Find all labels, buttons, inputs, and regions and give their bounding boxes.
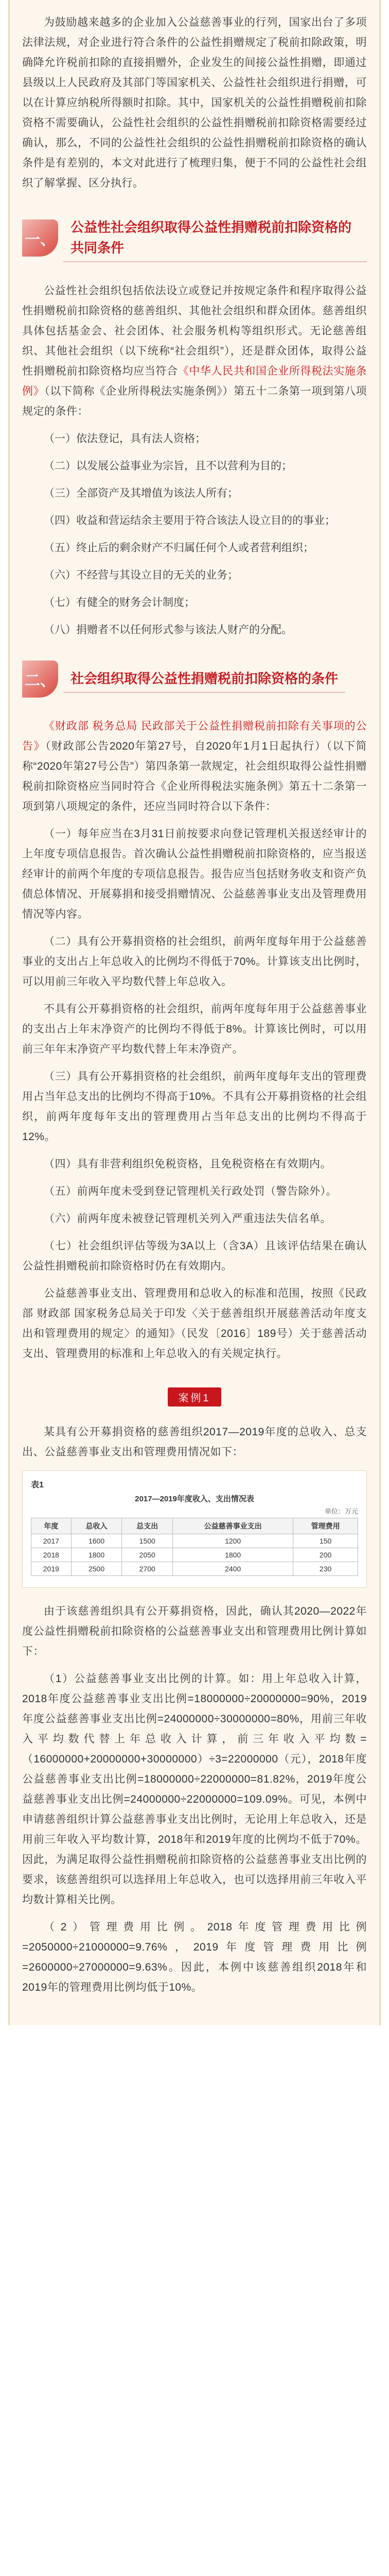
condition-item: （四）收益和营运结余主要用于符合该法人设立目的的事业； (44, 515, 335, 527)
table-cell: 230 (293, 1562, 358, 1576)
intro-paragraph: 为鼓励越来越多的企业加入公益慈善事业的行列，国家出台了多项法律法规，对企业进行符合条件的公益性捐赠规定了税前扣除政策，明确降允许税前扣除的直接捐赠外，企业发生的间接公益性捐赠，即通过县级以上人民政府及其部门等国家机关、公益性社会组织进行捐赠，可以在计算应纳税所得额时扣除。其中，国家机关的公益性捐赠税前扣除资格不需要确认，公益性社会组织的公益性捐赠税前扣除资格需要经过确认，那么，不同的公益性社会组织的公益性捐赠税前扣除资格的确认条件是有差别的，本文对此进行了梳理归集，便于不同的公益性社会组织了解掌握、区分执行。 (22, 16, 367, 189)
section-2-lead-text: （财政部公告2020年第27号，自2020年1月1日起执行）（以下简称“2020年第27号公告”）第四条第一款规定，社会组织取得公益性捐赠税前扣除资格应当同时符合《企业所得税法实施条例》第五十二条第一项到第八项规定的条件，还应当同时符合以下条件： (22, 740, 367, 812)
section-1-lead-text-end: （以下简称《企业所得税法实施条例》）第五十二条第一项到第八项规定的条件： (22, 385, 367, 417)
table-label: 表1 (31, 1481, 44, 1489)
table-cell: 1600 (71, 1534, 122, 1548)
requirement-paragraph: 不具有公开募捐资格的社会组织，前两年度每年用于公益慈善事业的支出占上年末净资产的比例均不得低于8%。计算该比例时，可以用前三年年末净资产平均数代替上年末净资产。 (22, 1003, 367, 1055)
requirement-paragraph: （六）前两年度未被登记管理机关列入严重违法失信名单。 (44, 1213, 331, 1225)
table-cell: 1800 (71, 1548, 122, 1562)
requirement-paragraph: （四）具有非营利组织免税资格，且免税资格在有效期内。 (44, 1158, 331, 1170)
condition-item: （一）依法登记，具有法人资格； (44, 433, 206, 445)
table-cell: 2019 (31, 1562, 72, 1576)
table-cell: 1500 (122, 1534, 173, 1548)
table-cell: 1800 (173, 1548, 293, 1562)
section-1-title: 公益性社会组织取得公益性捐赠税前扣除资格的共同条件 (63, 214, 367, 262)
requirement-paragraph: （一）每年应当在3月31日前按要求向登记管理机关报送经审计的上年度专项信息报告。首次确认公益性捐赠税前扣除资格的，应当报送经审计的前两个年度的专项信息报告。报告应当包括财务收支和资产负债总体情况、开展募捐和接受捐赠情况、公益慈善事业支出及管理费用情况等内容。 (22, 828, 367, 920)
table-cell: 2018 (31, 1548, 72, 1562)
article-card (8, 0, 381, 2025)
requirement-paragraph: （二）具有公开募捐资格的社会组织，前两年度每年用于公益慈善事业的支出占上年总收入的比例均不得低于70%。计算该支出比例时，可以用前三年收入平均数代替上年总收入。 (22, 936, 367, 988)
requirement-paragraph: （七）社会组织评估等级为3A以上（含3A）且该评估结果在确认公益性捐赠税前扣除资格时仍在有效期内。 (22, 1240, 367, 1272)
condition-item: （二）以发展公益事业为宗旨，且不以营利为目的； (44, 460, 292, 472)
section-1-heading (22, 214, 367, 262)
table-cell: 2050 (122, 1548, 173, 1562)
table-cell: 2700 (122, 1562, 173, 1576)
condition-item: （五）终止后的剩余财产不归属任何个人或者营利组织； (44, 542, 314, 554)
requirement-paragraph: （五）前两年度未受到登记管理机关行政处罚（警告除外）。 (44, 1185, 337, 1197)
requirement-paragraph: （三）具有公开募捐资格的社会组织，前两年度每年支出的管理费用占当年总支出的比例均不得高于10%。不具有公开募捐资格的社会组织，前两年度每年支出的管理费用占当年总支出的比例均不得高于12%。 (22, 1071, 367, 1143)
section-2-heading (22, 660, 367, 698)
income-expense-table-box (22, 1470, 367, 1588)
example-intro: 某具有公开募捐资格的慈善组织2017—2019年度的总收入、总支出、公益慈善事业支出和管理费用情况如下： (22, 1426, 367, 1458)
condition-item: （八）捐赠者不以任何形式参与该法人财产的分配。 (44, 624, 292, 636)
section-1-lead (22, 281, 367, 421)
law-link-announcement-2020-27[interactable]: 《财政部 税务总局 民政部关于公益性捐赠税前扣除有关事项的公告》 (22, 720, 367, 752)
table-row (31, 1548, 358, 1562)
example-tag-label: 案例1 (168, 1387, 221, 1406)
table-cell: 200 (293, 1548, 358, 1562)
analysis-paragraph: （1）公益慈善事业支出比例的计算。如：用上年总收入计算，2018年度公益慈善事业支出比例=18000000÷20000000=90%，2019年度公益慈善事业支出比例=24000000÷30000000=80%，用前三年收入平均数代替上年总收入计算，前三年收入平均数=（16000000+20000000+30000000）÷3=22000000（元），2018年度公益慈善事业支出比例=18000000÷22000000=81.82%，2019年度公益慈善事业支出比例=24000000÷22000000=109.09%。可见，本例中申请慈善组织计算公益慈善事业支出比例时，无论用上年总收入，还是用前三年收入平均数计算，2018年和2019年度的比例均不低于70%。因此，为满足取得公益性捐赠税前扣除资格的公益慈善事业支出比例的要求，该慈善组织可以选择用上年总收入，也可以选择用前三年收入平均数计算相关比例。 (22, 1673, 367, 1906)
section-2-title: 社会组织取得公益性捐赠税前扣除资格的条件 (63, 665, 345, 693)
table-header-cell: 年度 (31, 1518, 72, 1534)
table-header-cell: 管理费用 (293, 1518, 358, 1534)
analysis-paragraph: 由于该慈善组织具有公开募捐资格，因此，确认其2020—2022年度公益性捐赠税前扣除资格的公益慈善事业支出和管理费用比例计算如下： (22, 1605, 367, 1657)
section-2-lead (22, 716, 367, 817)
condition-item: （三）全部资产及其增值为该法人所有； (44, 487, 238, 499)
section-2-number: 二、 (22, 660, 58, 698)
law-link-enterprise-income-tax[interactable]: 《中华人民共和国企业所得税法实施条例》 (22, 365, 367, 397)
analysis-paragraph: （2）管理费用比例。2018年度管理费用比例=2050000÷21000000=9.76%，2019年度管理费用比例=2600000÷27000000=9.63%。因此，本例中该慈善组织2018年和2019年的管理费用比例均低于10%。 (22, 1921, 367, 1993)
table-header-cell: 公益慈善事业支出 (173, 1518, 293, 1534)
table-caption: 2017—2019年度收入、支出情况表 (135, 1495, 254, 1503)
example-tag (22, 1387, 367, 1406)
table-cell: 150 (293, 1534, 358, 1548)
table-row (31, 1562, 358, 1576)
income-expense-table (31, 1518, 358, 1576)
condition-item: （七）有健全的财务会计制度； (44, 597, 195, 608)
section-1-lead-text: 公益性社会组织包括依法设立或登记并按规定条件和程序取得公益性捐赠税前扣除资格的慈善组织、其他社会组织和群众团体。慈善组织具体包括基金会、社会团体、社会服务机构等组织形式。无论慈善组织、其他社会组织（以下统称“社会组织”），还是群众团体，取得公益性捐赠税前扣除资格均应当符合 (22, 285, 367, 377)
condition-item: （六）不经营与其设立目的无关的业务； (44, 569, 238, 581)
table-unit: 单位：万元 (324, 1507, 358, 1515)
table-row (31, 1534, 358, 1548)
table-header-cell: 总收入 (71, 1518, 122, 1534)
table-cell: 2400 (173, 1562, 293, 1576)
table-cell: 2017 (31, 1534, 72, 1548)
section-1-number: 一、 (22, 219, 58, 257)
table-header-cell: 总支出 (122, 1518, 173, 1534)
table-cell: 1200 (173, 1534, 293, 1548)
table-header-row (31, 1518, 358, 1534)
table-cell: 2500 (71, 1562, 122, 1576)
requirement-paragraph: 公益慈善事业支出、管理费用和总收入的标准和范围，按照《民政部 财政部 国家税务总局关于印发〈关于慈善组织开展慈善活动年度支出和管理费用的规定〉的通知》（民发〔2016〕189号）关于慈善活动支出、管理费用的标准和上年总收入的有关规定执行。 (22, 1287, 367, 1360)
